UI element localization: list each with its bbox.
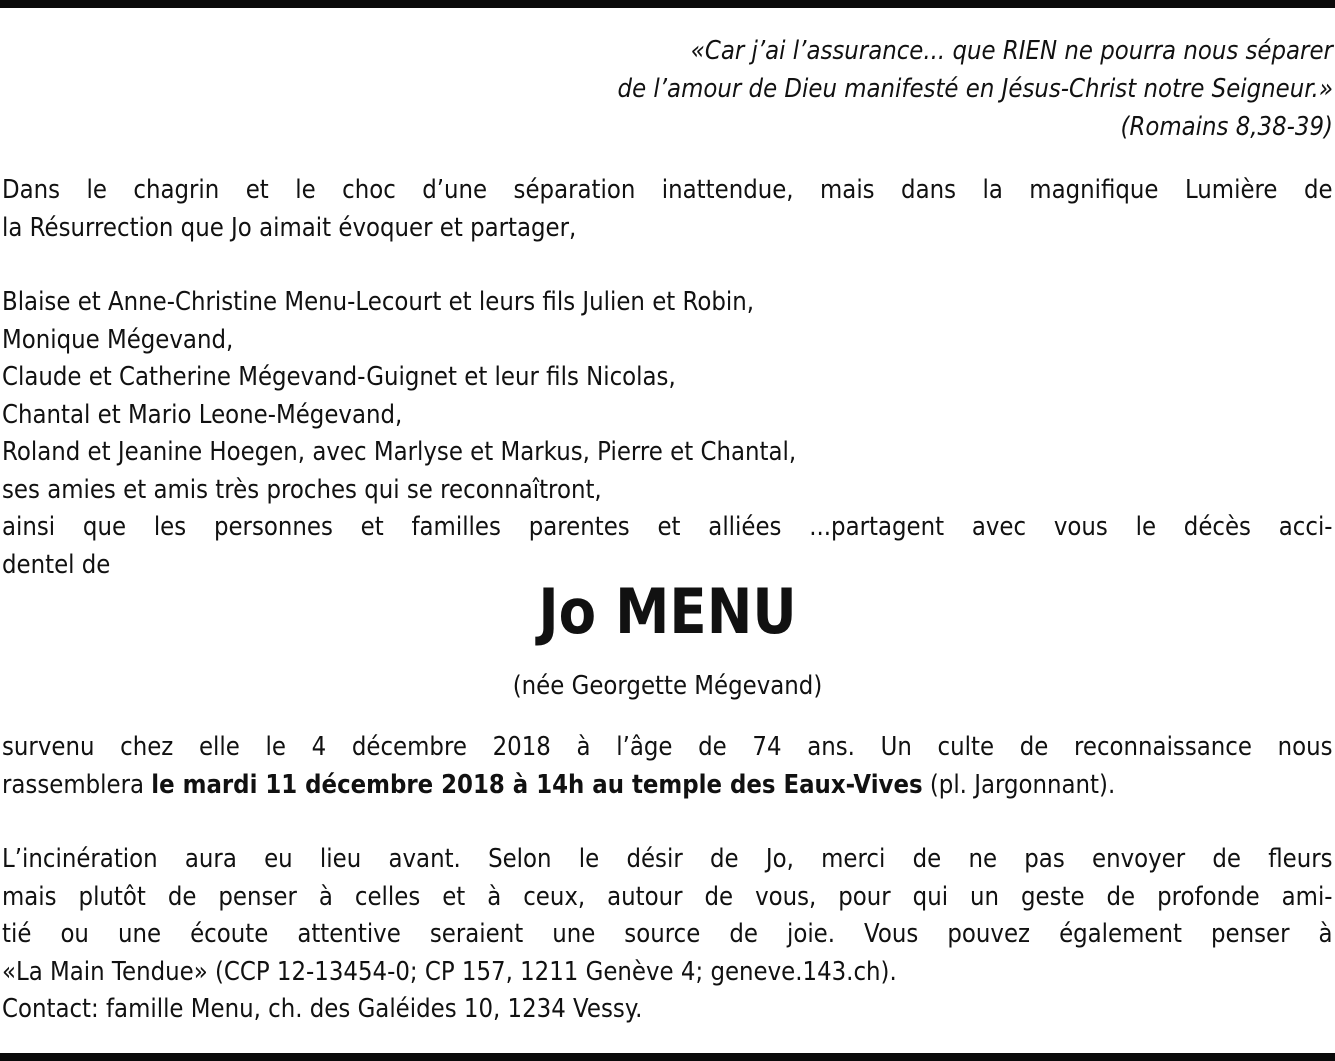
top-rule xyxy=(0,0,1335,8)
family-line: ainsi que les personnes et familles parentes et alliées ...partagent avec vous le décès acci- xyxy=(2,512,1333,542)
service-address: (pl. Jargonnant). xyxy=(922,769,1116,800)
family-line: Chantal et Mario Leone-Mégevand, xyxy=(2,399,403,430)
closing-line-1: L’incinération aura eu lieu avant. Selon le désir de Jo, merci de ne pas envoyer de fleurs xyxy=(2,844,1333,874)
family-line: Roland et Jeanine Hoegen, avec Marlyse et Markus, Pierre et Chantal, xyxy=(2,437,797,467)
birth-name: (née Georgette Mégevand) xyxy=(512,671,823,701)
service-line-2 xyxy=(2,767,1333,805)
verse-line-2: de l’amour de Dieu manifesté en Jésus-Christ notre Seigneur.» xyxy=(617,74,1333,104)
family-list xyxy=(2,284,1333,584)
closing-paragraph xyxy=(2,841,1333,1029)
closing-line-4: «La Main Tendue» (CCP 12-13454-0; CP 157, 1211 Genève 4; geneve.143.ch). xyxy=(2,956,897,987)
intro-line-2: la Résurrection que Jo aimait évoquer et partager, xyxy=(2,212,577,243)
family-line: Claude et Catherine Mégevand-Guignet et leur fils Nicolas, xyxy=(2,362,676,392)
intro-line-1: Dans le chagrin et le choc d’une séparation inattendue, mais dans la magnifique Lumière de xyxy=(2,175,1333,205)
verse-reference: (Romains 8,38-39) xyxy=(1120,112,1333,142)
bottom-rule xyxy=(0,1053,1335,1061)
closing-line-3: tié ou une écoute attentive seraient une source de joie. Vous pouvez également penser à xyxy=(2,919,1333,949)
service-text: rassemblera xyxy=(2,769,152,800)
bible-verse xyxy=(618,32,1333,146)
verse-line-1: «Car j’ai l’assurance... que RIEN ne pourra nous séparer xyxy=(690,36,1333,66)
deceased-name: Jo MENU xyxy=(538,575,797,648)
contact-line: Contact: famille Menu, ch. des Galéides 10, 1234 Vessy. xyxy=(2,994,643,1024)
family-line: Blaise et Anne-Christine Menu-Lecourt et leurs fils Julien et Robin, xyxy=(2,287,755,317)
family-line: dentel de xyxy=(2,549,111,580)
closing-line-2: mais plutôt de penser à celles et à ceux, autour de vous, pour qui un geste de profonde ami- xyxy=(2,881,1333,912)
service-date-location: le mardi 11 décembre 2018 à 14h au temple des Eaux-Vives xyxy=(151,769,923,800)
service-paragraph xyxy=(2,729,1333,804)
family-line: ses amies et amis très proches qui se reconnaîtront, xyxy=(2,474,602,505)
intro-paragraph xyxy=(2,172,1333,247)
family-line: Monique Mégevand, xyxy=(2,324,234,355)
service-line-1: survenu chez elle le 4 décembre 2018 à l’âge de 74 ans. Un culte de reconnaissance nous xyxy=(2,732,1333,762)
